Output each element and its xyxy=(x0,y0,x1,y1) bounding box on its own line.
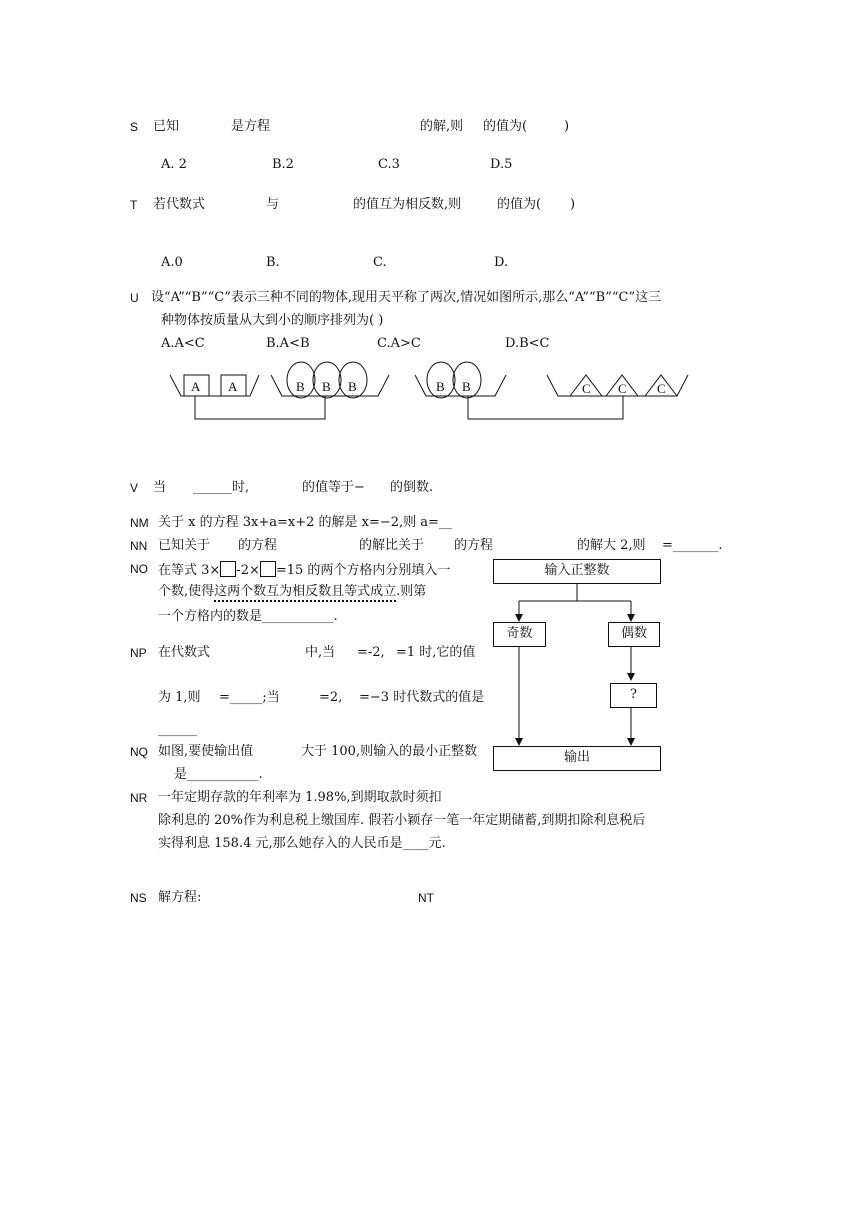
q12-text-d: =1 时,它的值 xyxy=(396,645,476,660)
q6-option-c: C. xyxy=(373,255,387,270)
q15-number: NS xyxy=(130,891,147,905)
q14-line-3: 实得利息 158.4 元,那么她存入的人民币是____元. xyxy=(158,836,446,851)
q6-text-a: 若代数式 xyxy=(153,197,206,212)
blank-box-2 xyxy=(260,561,276,577)
q5-number: S xyxy=(130,120,139,134)
q8-text-b: ______时, xyxy=(193,480,250,495)
q7-option-b: B.A<B xyxy=(266,336,310,351)
q12-text-l2d: =−3 时代数式的值是 xyxy=(359,690,485,705)
q6-text-c: 的值互为相反数,则 xyxy=(353,197,462,212)
q10-text-b: 的方程 xyxy=(238,538,278,553)
blank-box-1 xyxy=(220,561,236,577)
label-c3: C xyxy=(657,381,666,396)
q5-option-a: A. 2 xyxy=(161,157,187,172)
q10-text-f: =_______. xyxy=(662,538,723,553)
flow-odd-box: 奇数 xyxy=(493,622,546,647)
q5-text-b: 是方程 xyxy=(231,119,271,134)
q12-text-a: 在代数式 xyxy=(158,645,211,660)
q13-number: NQ xyxy=(130,745,148,759)
q13-text-b: 大于 100,则输入的最小正整数 xyxy=(301,744,478,759)
q12-line-3: ______ xyxy=(158,722,197,737)
q5-text-d: 的值为( xyxy=(483,119,528,134)
q7-option-d: D.B<C xyxy=(505,336,550,351)
balance-right-pan-a xyxy=(415,375,506,396)
q6-text-b: 与 xyxy=(266,197,280,212)
q9-text: 关于 x 的方程 3x+a=x+2 的解是 x=−2,则 a=__ xyxy=(158,515,452,530)
q5-option-d: D.5 xyxy=(490,157,513,172)
q5-option-b: B.2 xyxy=(272,157,294,172)
label-c2: C xyxy=(618,381,627,396)
q5-text-e: ) xyxy=(564,119,570,134)
label-c1: C xyxy=(582,381,591,396)
q13-text-a: 如图,要使输出值 xyxy=(158,744,254,759)
q5-text-a: 已知 xyxy=(153,119,180,134)
label-b3: B xyxy=(348,379,357,394)
flow-output-box: 输出 xyxy=(493,746,661,771)
q14-line-1: 一年定期存款的年利率为 1.98%,到期取款时须扣 xyxy=(158,790,442,805)
q6-option-b: B. xyxy=(266,255,280,270)
q7-number: U xyxy=(130,291,139,305)
q7-option-c: C.A>C xyxy=(377,336,421,351)
balance-right xyxy=(415,362,688,419)
q11-number: NO xyxy=(130,562,148,576)
q8-text-d: 的倒数. xyxy=(390,480,434,495)
q12-text-l2c: =2, xyxy=(319,690,343,705)
q11-text-c: =15 的两个方格内分别填入一 xyxy=(275,563,451,578)
q8-text-c: 的值等于− xyxy=(302,480,365,495)
q9-number: NM xyxy=(130,516,149,530)
q8-text-a: 当 xyxy=(153,480,167,495)
q12-number: NP xyxy=(130,646,147,660)
q7-line-1: 设“A”“B”“C”表示三种不同的物体,现用天平称了两次,情况如图所示,那么“A”“B”“C”这三 xyxy=(151,290,662,305)
balance-right-beam xyxy=(468,396,623,419)
q5-option-c: C.3 xyxy=(378,157,400,172)
label-b2: B xyxy=(322,379,331,394)
q14-number: NR xyxy=(130,791,148,805)
label-a1: A xyxy=(191,379,201,394)
q6-option-a: A.0 xyxy=(161,255,183,270)
q11-text-l2a: 个数,使得 xyxy=(158,584,215,599)
balance-left-beam xyxy=(195,396,325,419)
q12-text-l2a: 为 1,则 xyxy=(158,690,201,705)
q15-text: 解方程: xyxy=(158,890,202,905)
q10-text-d: 的方程 xyxy=(454,538,494,553)
q11-emphasis: 这两个数互为相反数且等式成立 xyxy=(214,584,396,602)
q11-line-1 xyxy=(158,561,450,579)
q11-line-3: 一个方格内的数是___________. xyxy=(158,609,338,624)
q13-line-2: 是___________. xyxy=(174,767,263,782)
q6-text-d: 的值为( xyxy=(497,197,542,212)
q6-number: T xyxy=(130,198,138,212)
flowchart-lines xyxy=(519,584,631,740)
q10-text-e: 的解大 2,则 xyxy=(577,538,646,553)
q6-option-d: D. xyxy=(494,255,509,270)
q11-text-a: 在等式 3× xyxy=(158,563,221,578)
label-b4: B xyxy=(436,379,445,394)
label-a2: A xyxy=(228,379,238,394)
q6-text-e: ) xyxy=(570,197,576,212)
label-b1: B xyxy=(296,379,305,394)
q11-text-l2c: .则第 xyxy=(396,584,427,599)
q5-text-c: 的解,则 xyxy=(420,119,464,134)
q12-text-b: 中,当 xyxy=(305,645,336,660)
q14-line-2: 除利息的 20%作为利息税上缴国库. 假若小颖存一笔一年定期储蓄,到期扣除利息税后 xyxy=(158,813,646,828)
label-b5: B xyxy=(462,379,471,394)
flow-question-box: ? xyxy=(610,683,657,708)
flow-input-box: 输入正整数 xyxy=(493,559,661,584)
q16-number: NT xyxy=(418,891,434,905)
flow-even-box: 偶数 xyxy=(608,622,660,647)
q7-option-a: A.A<C xyxy=(161,336,205,351)
q10-text-c: 的解比关于 xyxy=(359,538,425,553)
q10-number: NN xyxy=(130,539,148,553)
q12-text-c: =-2, xyxy=(357,645,385,660)
q11-line-2 xyxy=(158,584,426,600)
q8-number: V xyxy=(130,481,139,495)
q12-text-l2b: =_____;当 xyxy=(219,690,280,705)
q10-text-a: 已知关于 xyxy=(158,538,211,553)
q11-text-b: -2× xyxy=(236,563,260,578)
q7-line-2: 种物体按质量从大到小的顺序排列为( ) xyxy=(161,313,384,328)
